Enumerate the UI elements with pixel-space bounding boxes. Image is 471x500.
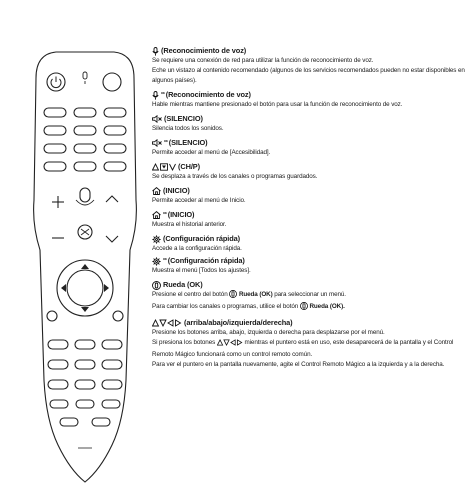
mute-icon <box>152 115 162 123</box>
section-arrows <box>152 318 468 328</box>
hold-superscript: ** <box>164 140 168 146</box>
section-text: Eche un vistazo al contenido recomendado (algunos de los servicios recomendados pueden no estar disponibles en algunos países). <box>152 67 465 84</box>
section-title: (INICIO) <box>167 210 195 219</box>
volume-rocker <box>46 188 70 252</box>
section-text: Permite acceder al menú de [Accesibilidad]. <box>152 149 271 156</box>
section-text: Presione el centro del botón Rueda (OK) para seleccionar un menú. <box>152 290 468 302</box>
wheel-ok-button <box>57 260 113 316</box>
mic-indicator <box>83 72 87 84</box>
section-title: (CH/P) <box>178 162 200 171</box>
section-voice-recognition-hold <box>152 90 468 100</box>
gear-icon <box>152 257 161 266</box>
back-button <box>47 311 57 321</box>
section-title: (arriba/abajo/izquierda/derecha) <box>184 318 293 327</box>
section-title: (Reconocimiento de voz) <box>165 90 251 99</box>
hold-superscript: ** <box>163 258 167 264</box>
section-text: Presione los botones arriba, abajo, izquierda o derecha para desplazarse por el menú. <box>152 329 385 336</box>
section-quick-settings-hold <box>152 256 468 266</box>
section-text: Hable mientras mantiene presionado el botón para usar la función de reconocimiento de voz. <box>152 101 403 108</box>
lower-buttons <box>48 340 122 426</box>
section-text: Silencia todos los sonidos. <box>152 125 224 132</box>
section-title: (SILENCIO) <box>168 138 208 147</box>
section-text: Permite acceder al menú de Inicio. <box>152 197 246 204</box>
hold-superscript: ** <box>163 212 167 218</box>
section-text: Muestra el menú [Todos los ajustes]. <box>152 267 251 274</box>
section-text: Para cambiar los canales o programas, utilice el botón Rueda (OK). <box>152 302 468 314</box>
section-text: Si presiona los botones mientras el puntero está en uso, este desaparecerá de la pantalla y el Control Remoto Mágico funcionará como un control remoto común. <box>152 339 454 358</box>
microphone-icon <box>152 47 159 56</box>
section-title: (SILENCIO) <box>164 114 203 123</box>
mic-button <box>76 188 94 205</box>
section-title: Rueda (OK) <box>163 280 203 289</box>
arrows-icon <box>217 339 243 350</box>
section-text: Muestra el historial anterior. <box>152 221 227 228</box>
settings-round-button <box>103 73 121 91</box>
number-pad <box>44 108 126 171</box>
section-title: (Configuración rápida) <box>167 256 245 265</box>
guide-button <box>113 311 123 321</box>
section-title: (INICIO) <box>163 186 190 195</box>
section-mute <box>152 114 468 124</box>
section-text: Se desplaza a través de los canales o programas guardados. <box>152 173 318 180</box>
section-wheel <box>152 280 468 290</box>
channel-rocker <box>106 196 118 242</box>
section-mute-hold <box>152 138 468 148</box>
power-button <box>47 73 65 91</box>
section-home <box>152 186 468 196</box>
wheel-icon <box>229 290 237 302</box>
microphone-icon <box>152 91 159 100</box>
section-text: Accede a la configuración rápida. <box>152 245 242 252</box>
hold-superscript: ** <box>161 92 165 98</box>
section-channel <box>152 162 468 172</box>
section-text: Se requiere una conexión de red para utilizar la función de reconocimiento de voz. <box>152 57 374 64</box>
section-quick-settings <box>152 234 468 244</box>
section-title: (Reconocimiento de voz) <box>161 46 247 55</box>
channel-icons <box>152 163 176 171</box>
section-text: Para ver el puntero en la pantalla nuevamente, agite el Control Remoto Mágico a la izquierda y a la derecha. <box>152 361 445 368</box>
wheel-icon <box>300 302 308 314</box>
section-home-hold <box>152 210 468 220</box>
mute-symbol <box>81 229 89 235</box>
section-title: (Configuración rápida) <box>163 234 241 243</box>
section-voice-recognition <box>152 46 468 56</box>
remote-control-illustration <box>26 50 144 486</box>
mute-icon <box>152 139 162 147</box>
arrows-icon <box>152 319 182 327</box>
manual-text <box>152 46 468 370</box>
home-icon <box>152 187 161 195</box>
gear-icon <box>152 235 161 244</box>
home-icon <box>152 211 161 219</box>
wheel-icon <box>152 281 161 290</box>
